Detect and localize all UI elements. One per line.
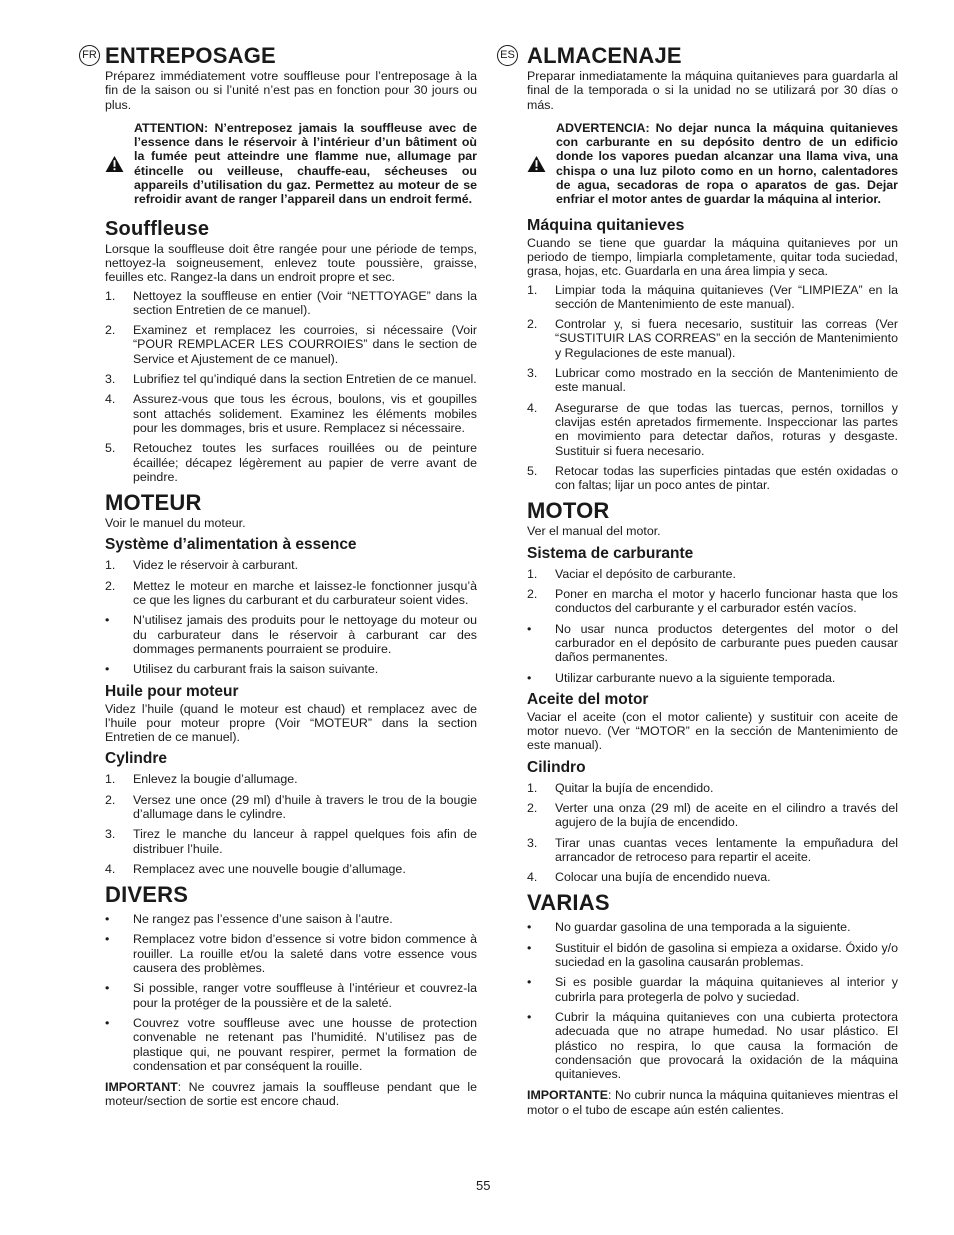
maquina-intro: Cuando se tiene que guardar la máquina quitanieves por un periodo de tiempo, limpiarla completamente, quitar toda suciedad, grasa, hojas, etc. Guardarla en una área limpia y seca. (527, 235, 898, 279)
heading-engine-oil: Huile pour moteur (105, 682, 239, 700)
list-item: • Cubrir la máquina quitanieves con una cubierta protectora adecuada que no atrape humedad. No usar plástico. El plástico no respira, lo que causa la formación de condensación que provocará la oxidación de la máquina quitanieves. (527, 1009, 898, 1082)
list-item: • Utilizar carburante nuevo a la siguiente temporada. (527, 670, 836, 685)
motor-intro: Ver el manual del motor. (527, 524, 661, 539)
heading-divers: DIVERS (105, 882, 189, 908)
heading-moteur: MOTEUR (105, 490, 202, 516)
list-item: • Sustituir el bidón de gasolina si empieza a oxidarse. Óxido y/o suciedad en la gasolina causarán problemas. (527, 940, 898, 970)
list-item: 1. Nettoyez la souffleuse en entier (Voir “NETTOYAGE” dans la section Entretien de ce manuel). (105, 288, 477, 317)
list-item: • N’utilisez jamais des produits pour le nettoyage du moteur ou du carburateur dans le réservoir à carburant car des dommages permanents pourraient se produire. (105, 613, 477, 656)
column-spanish (527, 40, 898, 1117)
list-item: 5. Retouchez toutes les surfaces rouillées ou de peinture écaillée; décapez légèrement au papier de verre avant de peindre. (105, 441, 477, 484)
list-item: • No guardar gasolina de una temporada a la siguiente. (527, 920, 851, 935)
list-item: 4. Asegurarse de que todas las tuercas, pernos, tornillos y clavijas estén apretados firmemente. Inspeccionar las partes en movimiento para detectar daños, roturas y desgaste. Sustituir si fuera necesario. (527, 400, 898, 458)
list-item: 2. Verter una onza (29 ml) de aceite en el cilindro a través del agujero de la bujía de encendido. (527, 800, 898, 830)
warning-text: ADVERTENCIA: No dejar nunca la máquina quitanieves con carburante en su depósito dentro de un edificio donde los vapores puedan alcanzar una llama viva, una chispa o una luz piloto como en un horno, calentadores de agua, secadoras de ropa o aparatos de gas. Dejar enfriar el motor antes de guardar la máquina al interior. (556, 120, 898, 207)
list-item: 1. Limpiar toda la máquina quitanieves (Ver “LIMPIEZA” en la sección de Mantenimiento de este manual). (527, 282, 898, 311)
warning-text: ATTENTION: N’entreposez jamais la souffleuse avec de l’essence dans le réservoir à l’intérieur d’un bâtiment où la fumée peut atteindre une flamme nue, allumage par étincelle ou veilleuse, chauffe-eau, sécheuses ou appareils d’utilisation du gaz. Permettez au moteur de se refroidir avant de ranger l’appareil dans un endroit fermé. (134, 120, 477, 207)
engine-oil-text: Vaciar el aceite (con el motor caliente) y sustituir con aceite de motor nuevo. (Ver “MOTOR” en la sección de Mantenimiento de este manual). (527, 709, 898, 753)
page-number: 55 (476, 1178, 491, 1193)
intro-paragraph: Préparez immédiatement votre souffleuse pour l’entreposage à la fin de la saison ou si l’unité n’est pas en fonction pour 30 jours ou plus. (105, 69, 477, 112)
list-item: 1. Quitar la bujía de encendido. (527, 780, 714, 795)
list-item: 3. Tirez le manche du lanceur à rappel quelques fois afin de distribuer l’huile. (105, 827, 477, 856)
list-item: • Si es posible guardar la máquina quitanieves al interior y cubrirla para protegerla de polvo y suciedad. (527, 975, 898, 1004)
list-item: 3. Lubrifiez tel qu’indiqué dans la section Entretien de ce manuel. (105, 372, 477, 387)
important-note: IMPORTANT: Ne couvrez jamais la souffleuse pendant que le moteur/section de sortie est encore chaud. (105, 1080, 477, 1109)
list-item: • Si possible, ranger votre souffleuse à l’intérieur et couvrez-la pour la protéger de la poussière et de la saleté. (105, 981, 477, 1010)
heading-varias: VARIAS (527, 890, 610, 916)
heading-cylinder: Cylindre (105, 750, 168, 768)
maquina-list (527, 283, 898, 493)
heading-motor: MOTOR (527, 498, 610, 524)
section-title-entreposage: ENTREPOSAGE (105, 43, 276, 68)
list-item: 2. Examinez et remplacez les courroies, si nécessaire (Voir “POUR REMPLACER LES COURROIES” dans le section de Service et Ajustement de ce manuel). (105, 323, 477, 366)
list-item: 2. Mettez le moteur en marche et laissez-le fonctionner jusqu’à ce que les lignes du carburant et du carburateur soient vides. (105, 578, 477, 608)
varias-list (527, 920, 898, 1081)
divers-list (105, 912, 477, 1073)
heading-cylinder: Cilindro (527, 758, 586, 776)
warning-triangle-icon (105, 155, 124, 172)
list-item: 1. Vaciar el depósito de carburante. (527, 566, 736, 581)
list-item: 3. Lubricar como mostrado en la sección de Mantenimiento de este manual. (527, 366, 898, 395)
heading-fuel-system: Sistema de carburante (527, 544, 694, 562)
fuel-list (527, 567, 898, 685)
heading-engine-oil: Aceite del motor (527, 690, 649, 708)
souffleuse-intro: Lorsque la souffleuse doit être rangée pour une période de temps, nettoyez-la soigneusement, enlevez toute poussière, graisse, feuilles etc. Rangez-la dans un endroit propre et sec. (105, 241, 477, 285)
list-item: 1. Videz le réservoir à carburant. (105, 558, 299, 573)
list-item: • Utilisez du carburant frais la saison suivante. (105, 662, 379, 677)
list-item: 2. Versez une once (29 ml) d’huile à travers le trou de la bougie d’allumage dans le cylindre. (105, 792, 477, 821)
heading-maquina-quitanieves: Máquina quitanieves (527, 216, 685, 234)
list-item: 3. Tirar unas cuantas veces lentamente la empuñadura del arrancador de retroceso para repartir el aceite. (527, 835, 898, 864)
warning-triangle-icon (527, 155, 546, 172)
moteur-intro: Voir le manuel du moteur. (105, 516, 246, 531)
engine-oil-text: Videz l’huile (quand le moteur est chaud) et remplacez avec de l’huile pour moteur propre (Voir “MOTEUR” dans la section Entretien de ce manuel). (105, 701, 477, 745)
list-item: • Remplacez votre bidon d’essence si votre bidon commence à rouiller. La rouille et/ou la saleté dans votre essence vous causera des problèmes. (105, 932, 477, 976)
list-item: 4. Assurez-vous que tous les écrous, boulons, vis et goupilles sont attachés solidement. Examinez les éléments mobiles pour les dommages, bris et usure. Remplacez si nécessaire. (105, 392, 477, 435)
lang-badge-fr: FR (79, 45, 100, 66)
column-french (105, 40, 477, 1109)
lang-badge-es: ES (497, 45, 518, 66)
list-item: • Ne rangez pas l’essence d’une saison à l’autre. (105, 912, 393, 927)
heading-souffleuse: Souffleuse (105, 217, 210, 240)
warning-block (105, 121, 477, 207)
cylinder-list (527, 781, 898, 885)
list-item: 1. Enlevez la bougie d’allumage. (105, 772, 298, 787)
list-item: 2. Poner en marcha el motor y hacerlo funcionar hasta que los conductos del carburante y el carburador estén vacíos. (527, 587, 898, 616)
list-item: 2. Controlar y, si fuera necesario, sustituir las correas (Ver “SUSTITUIR LAS CORREAS” en la sección de Mantenimiento y Regulaciones de este manual). (527, 317, 898, 360)
list-item: 5. Retocar todas las superficies pintadas que estén oxidadas o con faltas; lijar un poco antes de pintar. (527, 463, 898, 493)
cylinder-list (105, 772, 477, 876)
list-item: • No usar nunca productos detergentes del motor o del carburador en el depósito de carburante pues pueden causar daños permanentes. (527, 621, 898, 665)
fuel-list (105, 558, 477, 676)
heading-fuel-system: Système d’alimentation à essence (105, 536, 357, 554)
important-note: IMPORTANTE: No cubrir nunca la máquina quitanieves mientras el motor o el tubo de escape aún estén calientes. (527, 1088, 898, 1117)
warning-block (527, 121, 898, 207)
list-item: 4. Colocar una bujía de encendido nueva. (527, 870, 771, 885)
list-item: 4. Remplacez avec une nouvelle bougie d’allumage. (105, 861, 406, 876)
intro-paragraph: Preparar inmediatamente la máquina quitanieves para guardarla al final de la temporada o si la unidad no se utilizará por 30 días o más. (527, 69, 898, 112)
section-title-almacenaje: ALMACENAJE (527, 43, 682, 68)
list-item: • Couvrez votre souffleuse avec une housse de protection convenable ne retenant pas l’humidité. N’utilisez pas de plastique qui, ne pouvant respirer, permet la formation de condensation et par conséquent la rouille. (105, 1015, 477, 1073)
souffleuse-list (105, 289, 477, 485)
